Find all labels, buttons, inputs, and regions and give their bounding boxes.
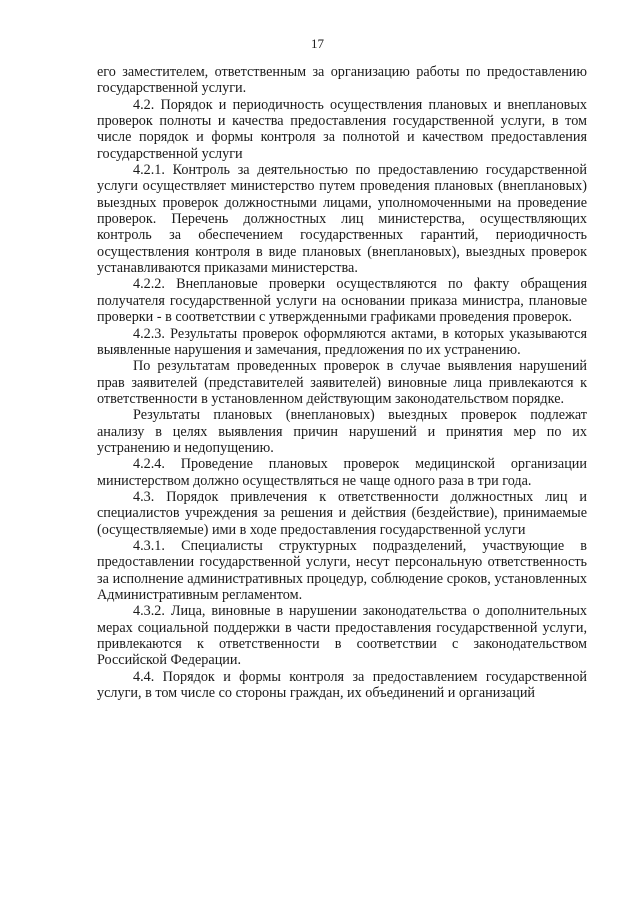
paragraph-section-4-2-3: 4.2.3. Результаты проверок оформляются актами, в которых указываются выявленные нарушения и замечания, предложения по их устранению. — [97, 325, 587, 358]
paragraph-section-4-4: 4.4. Порядок и формы контроля за предоставлением государственной услуги, в том числе со стороны граждан, их объединений и организаций — [97, 668, 587, 702]
paragraph-violations: По результатам проведенных проверок в случае выявления нарушений прав заявителей (представителей заявителей) виновные лица привлекаются к ответственности в установленном действующим законодательством порядке. — [97, 358, 587, 407]
paragraph-inspection-results: Результаты плановых (внеплановых) выездных проверок подлежат анализу в целях выявления причин нарушений и принятия мер по их устранению и недопущению. — [97, 407, 587, 456]
paragraph-section-4-2-1: 4.2.1. Контроль за деятельностью по предоставлению государственной услуги осуществляет министерство путем проведения плановых (внеплановых) выездных проверок должностными лицами, уполномоченными на проведение проверок. Перечень должностных лиц министерства, осуществляющих контроль за обеспечением государственных гарантий, периодичность осуществления контроля в виде плановых (внеплановых), выездных проверок устанавливаются приказами министерства. — [97, 162, 587, 277]
paragraph-section-4-3-2: 4.3.2. Лица, виновные в нарушении законодательства о дополнительных мерах социальной поддержки в части предоставления государственной услуги, привлекаются к ответственности в соответствии с законодательством Российской Федерации. — [97, 603, 587, 669]
page-number: 17 — [311, 36, 324, 51]
paragraph-continuation: его заместителем, ответственным за организацию работы по предоставлению государственной услуги. — [97, 64, 587, 97]
paragraph-section-4-2-4: 4.2.4. Проведение плановых проверок медицинской организации министерством должно осуществляться не чаще одного раза в три года. — [97, 456, 587, 489]
paragraph-section-4-2: 4.2. Порядок и периодичность осуществления плановых и внеплановых проверок полноты и качества предоставления государственной услуги, в том числе порядок и формы контроля за полнотой и качеством предоставления государственной услуги — [97, 96, 587, 162]
document-body — [97, 64, 587, 701]
paragraph-section-4-3: 4.3. Порядок привлечения к ответственности должностных лиц и специалистов учреждения за решения и действия (бездействие), принимаемые (осуществляемые) ими в ходе предоставления государственной услуги — [97, 488, 587, 538]
paragraph-section-4-3-1: 4.3.1. Специалисты структурных подразделений, участвующие в предоставлении государственной услуги, несут персональную ответственность за исполнение административных процедур, соблюдение сроков, установленных Административным регламентом. — [97, 537, 587, 603]
paragraph-section-4-2-2: 4.2.2. Внеплановые проверки осуществляются по факту обращения получателя государственной услуги на основании приказа министра, плановые проверки - в соответствии с утвержденными графиками проведения проверок. — [97, 276, 587, 326]
